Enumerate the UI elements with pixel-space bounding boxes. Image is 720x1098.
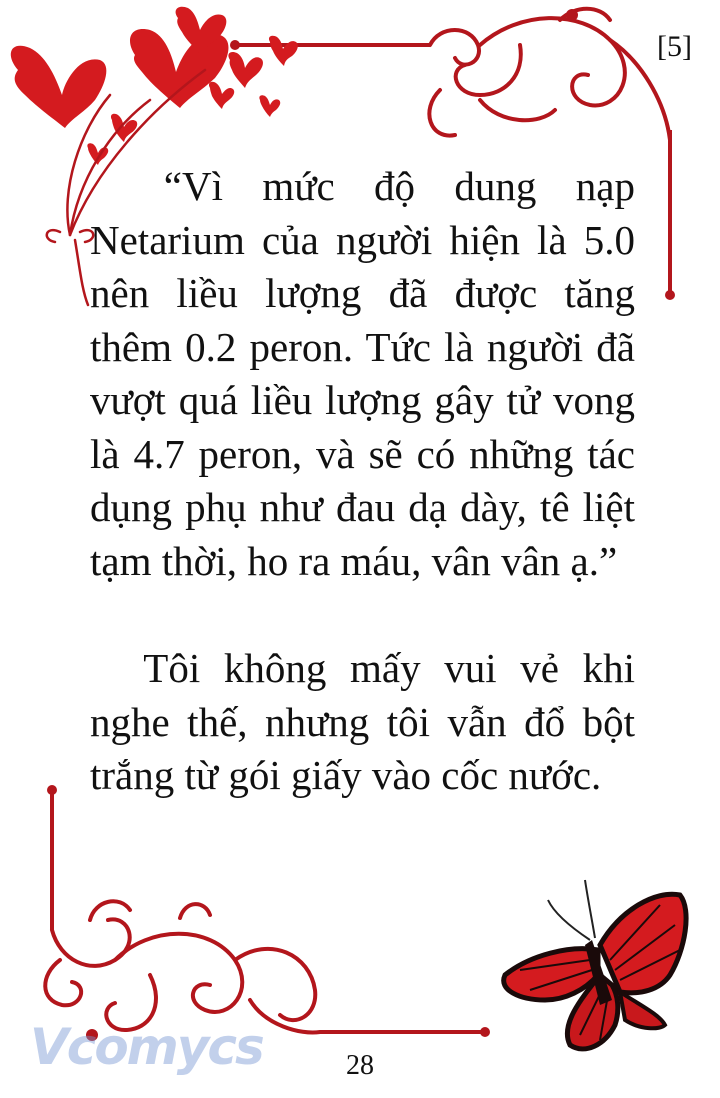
page-body [90,160,635,803]
watermark-logo: Vcomycs [30,1018,263,1076]
footnote-marker: [5] [657,30,692,63]
page-number: 28 [346,1050,374,1081]
paragraph-dialogue: “Vì mức độ dung nạp Netarium của người hiện là 5.0 nên liều lượng đã được tăng thêm 0.2 peron. Tức là người đã vượt quá liều lượng gây tử vong là 4.7 peron, và sẽ có những tác dụng phụ như đau dạ dày, tê liệt tạm thời, ho ra máu, vân vân ạ.” [90,163,635,584]
paragraph-narration: Tôi không mấy vui vẻ khi nghe thế, nhưng tôi vẫn đổ bột trắng từ gói giấy vào cốc nước. [90,645,635,798]
